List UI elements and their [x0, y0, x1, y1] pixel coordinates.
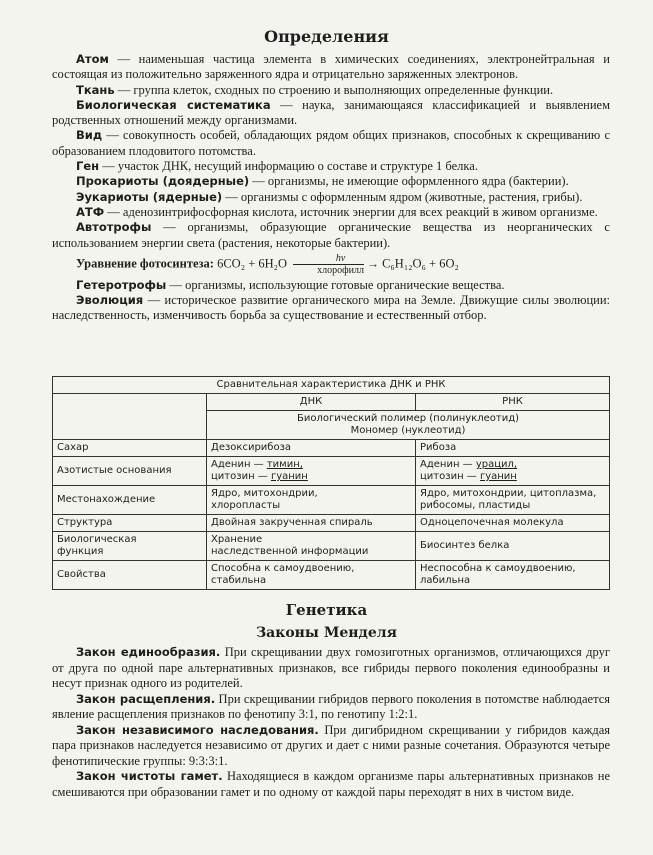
equation-label: Уравнение фотосинтеза:	[76, 256, 214, 271]
rna-cell	[416, 561, 610, 590]
cell-line	[420, 459, 605, 471]
dna-cell	[207, 486, 416, 515]
law-term: Закон расщепления.	[76, 691, 216, 706]
cell-line	[420, 471, 605, 483]
table-row	[53, 457, 610, 486]
definition-prokaryotes	[52, 174, 610, 189]
cell-line: Ядро, митохондрии,	[211, 488, 318, 499]
cell-line: Неспособна к самоудвоению,	[420, 563, 576, 574]
cell-line: хлоропласты	[211, 500, 281, 511]
cell-text: цитозин —	[211, 471, 271, 482]
definitions-block	[52, 52, 610, 324]
definition-text: — организмы, использующие готовые органические вещества.	[166, 277, 505, 292]
definition-species	[52, 128, 610, 159]
definition-text: — наука, занимающаяся классификацией и выявлением родственных отношений между организмами.	[52, 97, 611, 128]
definition-text: — совокупность особей, обладающих рядом общих признаков, способных к скрещиванию с образованием плодовитого потомства.	[52, 128, 610, 158]
section-title-definitions: Определения	[264, 27, 389, 46]
photosynthesis-equation	[52, 253, 610, 276]
table-row	[53, 515, 610, 532]
table-row	[53, 561, 610, 590]
feature-cell: Азотистые основания	[53, 457, 207, 486]
cell-line: Ядро, митохондрии, цитоплазма,	[420, 488, 597, 499]
definition-text: — организмы, не имеющие оформленного ядра (бактерии).	[249, 174, 569, 189]
definition-text: — организмы с оформленным ядром (животные, растения, грибы).	[222, 189, 583, 204]
term: Автотрофы	[76, 220, 152, 235]
equation-reactants: 6CO₂ + 6H₂O	[217, 256, 288, 271]
table-caption-row	[53, 377, 610, 394]
rna-cell: Биосинтез белка	[416, 532, 610, 561]
term: Ген	[76, 159, 100, 174]
dna-cell	[207, 532, 416, 561]
common-cell	[207, 411, 610, 440]
dna-cell: Дезоксирибоза	[207, 440, 416, 457]
term: Ткань	[76, 82, 115, 97]
definition-text: — аденозинтрифосфорная кислота, источник энергии для всех реакций в живом организме.	[104, 204, 598, 219]
equation-arrow	[293, 253, 364, 276]
definition-heterotrophs	[52, 278, 610, 293]
cell-line: лабильна	[420, 575, 471, 586]
common-line: Мономер (нуклеотид)	[350, 425, 466, 436]
term: Эволюция	[76, 293, 144, 308]
definition-autotrophs	[52, 220, 610, 251]
term: Вид	[76, 128, 103, 143]
feature-cell: Местонахождение	[53, 486, 207, 515]
law-independent-assortment	[52, 723, 610, 770]
dna-rna-comparison-table	[52, 376, 610, 590]
term: Атом	[76, 52, 109, 66]
table-row	[53, 440, 610, 457]
cell-line	[211, 471, 411, 483]
definition-atom	[52, 52, 610, 83]
definition-systematics	[52, 98, 610, 129]
feature-cell	[53, 532, 207, 561]
cell-line: функция	[57, 546, 104, 557]
law-text: При скрещивании двух гомозиготных организмов, отличающихся друг от друга по одной паре альтернативных признаков, все гибриды первого поколения единообразны и несут признак одного из родителей.	[52, 645, 610, 690]
term: Эукариоты (ядерные)	[76, 189, 223, 204]
definition-text: — группа клеток, сходных по строению и выполняющих определенные функции.	[114, 82, 554, 97]
cell-text-underlined: урацил,	[475, 459, 518, 470]
common-line: Биологический полимер (полинуклеотид)	[296, 413, 520, 424]
cell-line: рибосомы, пластиды	[420, 500, 531, 511]
equation-under-arrow: хлорофилл	[317, 264, 364, 276]
cell-line: Биологическая	[57, 534, 137, 545]
cell-text-underlined: гуанин	[270, 471, 308, 482]
rna-cell: Рибоза	[416, 440, 610, 457]
arrow-icon: →	[366, 256, 379, 271]
definition-text: — историческое развитие органического мира на Земле. Движущие силы эволюции: наследственность, изменчивость борьба за существование и естественный отбор.	[52, 293, 610, 323]
definition-evolution	[52, 293, 610, 324]
term: Биологическая систематика	[76, 97, 271, 112]
cell-text-underlined: гуанин	[479, 471, 517, 482]
cell-text: Аденин —	[211, 459, 267, 470]
rna-cell	[416, 486, 610, 515]
equation-over-arrow: hν	[293, 253, 364, 265]
definition-gene	[52, 159, 610, 174]
equation-products: C₆H₁₂O₆ + 6O₂	[382, 256, 459, 271]
feature-cell: Структура	[53, 515, 207, 532]
table-header-row	[53, 394, 610, 411]
term: АТФ	[76, 204, 105, 219]
dna-cell	[207, 561, 416, 590]
definition-text: — участок ДНК, несущий информацию о составе и структуре 1 белка.	[99, 159, 478, 174]
term: Гетеротрофы	[76, 277, 167, 292]
feature-cell: Свойства	[53, 561, 207, 590]
law-uniformity	[52, 645, 610, 692]
table-corner-cell	[53, 394, 207, 440]
table-row	[53, 532, 610, 561]
law-term: Закон чистоты гамет.	[76, 769, 223, 783]
definition-text: — организмы, образующие органические вещества из неорганических с использованием энергии света (растения, некоторые бактерии).	[52, 220, 610, 250]
section-title-genetics: Генетика	[285, 601, 368, 619]
cell-text: цитозин —	[420, 471, 480, 482]
feature-cell: Сахар	[53, 440, 207, 457]
law-text: При дигибридном скрещивании у гибридов каждая пара признаков наследуется независимо от других и дает с ними разные сочетания. Образуются четыре фенотипические группы: 9:3:3:1.	[52, 722, 610, 768]
cell-line: стабильна	[211, 575, 267, 586]
law-text: При скрещивании гибридов первого поколения в потомстве наблюдается явление расщепления признаков по фенотипу 3:1, по генотипу 1:2:1.	[52, 691, 610, 721]
laws-block	[52, 645, 610, 800]
column-header-dna: ДНК	[207, 394, 416, 411]
definition-atp	[52, 205, 610, 220]
cell-line: Хранение	[211, 534, 263, 545]
cell-text: Аденин —	[420, 459, 476, 470]
law-segregation	[52, 692, 610, 723]
rna-cell	[416, 457, 610, 486]
cell-line	[211, 459, 411, 471]
cell-line: Способна к самоудвоению,	[211, 563, 355, 574]
table-caption: Сравнительная характеристика ДНК и РНК	[53, 377, 610, 394]
table-row	[53, 486, 610, 515]
dna-cell: Двойная закрученная спираль	[207, 515, 416, 532]
column-header-rna: РНК	[416, 394, 610, 411]
cell-text-underlined: тимин,	[266, 459, 303, 470]
term: Прокариоты (доядерные)	[76, 174, 250, 189]
cell-line: наследственной информации	[211, 546, 369, 557]
law-term: Закон единообразия.	[76, 645, 221, 659]
law-gamete-purity	[52, 769, 610, 800]
definition-text: — наименьшая частица элемента в химических соединениях, электронейтральная и состоящая из положительно заряженного ядра и отрицательно заряженных электронов.	[52, 52, 610, 82]
law-term: Закон независимого наследования.	[76, 722, 319, 737]
dna-cell	[207, 457, 416, 486]
definition-tissue	[52, 83, 610, 98]
subtitle-mendel-laws: Законы Менделя	[256, 625, 397, 641]
definition-eukaryotes	[52, 190, 610, 205]
law-text: Находящиеся в каждом организме пары альтернативных признаков не смешиваются при образовании гамет и по одному от каждой пары переходят в них в чистом виде.	[52, 769, 610, 799]
rna-cell: Одноцепочечная молекула	[416, 515, 610, 532]
